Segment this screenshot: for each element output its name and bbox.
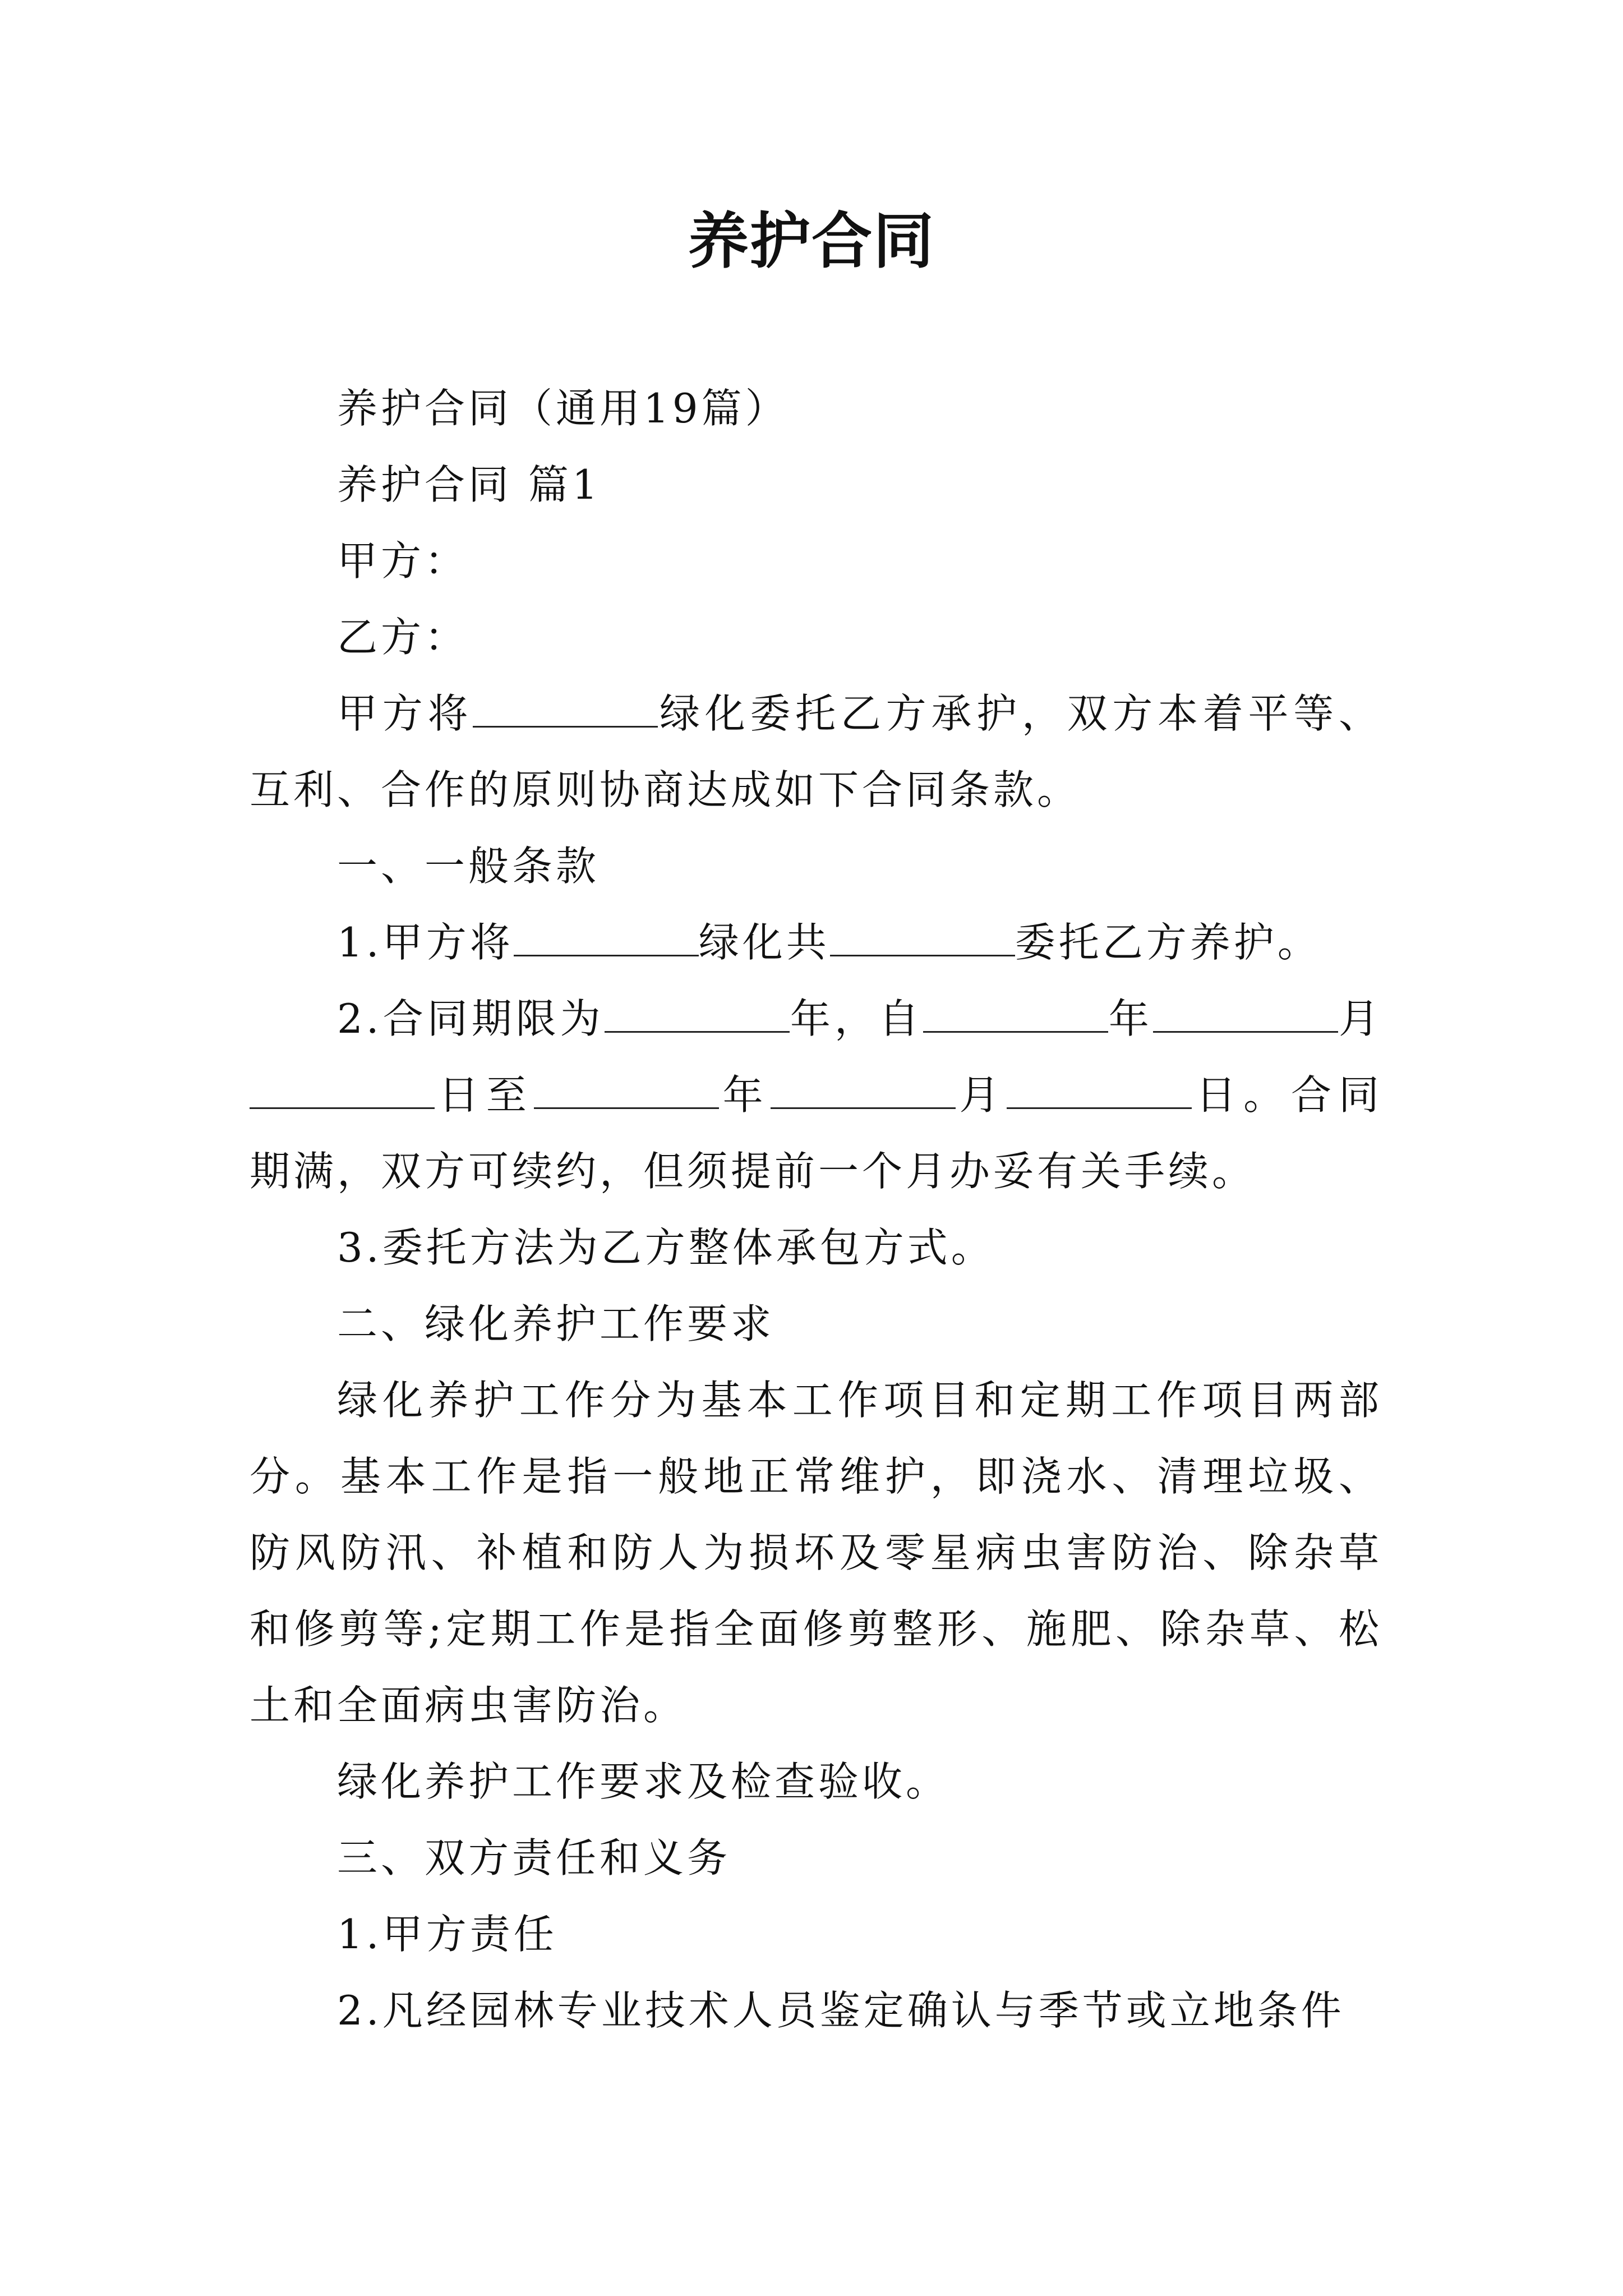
paragraph <box>250 1286 1382 1362</box>
document-title: 养护合同 <box>688 206 935 277</box>
fill-in-blank <box>923 997 1108 1033</box>
paragraph-text: 2.凡经园林专业技术人员鉴定确认与季节或立地条件 <box>337 1987 1345 2034</box>
paragraph <box>250 981 1382 1209</box>
paragraph-text: 二、绿化养护工作要求 <box>337 1300 775 1347</box>
paragraph <box>250 1820 1382 1896</box>
paragraph <box>250 523 1382 599</box>
paragraph-text: 年 <box>718 1071 771 1119</box>
paragraph-text: 甲方： <box>337 537 469 585</box>
paragraph <box>250 599 1382 675</box>
paragraph-text: 乙方： <box>337 614 469 661</box>
fill-in-blank <box>514 921 699 956</box>
fill-in-blank <box>534 1074 719 1109</box>
paragraph <box>250 447 1382 523</box>
paragraph-text: 甲方将 <box>337 690 473 737</box>
document-body <box>250 370 1382 2049</box>
paragraph-text: 2.合同期限为 <box>337 995 605 1042</box>
fill-in-blank <box>473 692 658 728</box>
fill-in-blank <box>1007 1074 1192 1109</box>
paragraph-text: 3.委托方法为乙方整体承包方式。 <box>337 1224 995 1271</box>
paragraph <box>250 828 1382 904</box>
fill-in-blank <box>771 1074 956 1109</box>
paragraph-text: 月 <box>1338 995 1382 1042</box>
paragraph-text: 委托乙方养护。 <box>1015 919 1321 966</box>
paragraph <box>250 904 1382 981</box>
paragraph-text: 养护合同 篇1 <box>337 461 601 508</box>
paragraph-text: 1.甲方责任 <box>337 1911 557 1958</box>
paragraph-text: 养护合同（通用19篇） <box>337 385 789 432</box>
paragraph-text: 三、双方责任和义务 <box>337 1834 731 1881</box>
paragraph <box>250 675 1382 828</box>
paragraph-text: 一、一般条款 <box>337 843 600 890</box>
paragraph-text: 日。合同期满，双方可续约，但须提前一个月办妥有关手续。 <box>250 1071 1382 1195</box>
paragraph-text: 绿化委托乙方承护，双方本着平等、互利、合作的原则协商达成如下合同条款。 <box>250 690 1382 813</box>
fill-in-blank <box>250 1074 435 1109</box>
paragraph-text: 绿化养护工作要求及检查验收。 <box>337 1758 950 1805</box>
paragraph-text: 绿化共 <box>698 919 830 966</box>
fill-in-blank <box>605 997 790 1033</box>
paragraph <box>250 1972 1382 2049</box>
paragraph-text: 年 <box>1108 995 1153 1042</box>
paragraph-text: 1.甲方将 <box>337 919 514 966</box>
paragraph <box>250 1896 1382 1972</box>
paragraph-text: 日至 <box>435 1071 534 1119</box>
fill-in-blank <box>1153 997 1338 1033</box>
paragraph <box>250 1362 1382 1743</box>
paragraph <box>250 1743 1382 1820</box>
paragraph <box>250 370 1382 447</box>
paragraph-text: 月 <box>955 1071 1007 1119</box>
paragraph-text: 绿化养护工作分为基本工作项目和定期工作项目两部分。基本工作是指一般地正常维护，即浇水、清理垃圾、防风防汛、补植和防人为损坏及零星病虫害防治、除杂草和修剪等;定期工作是指全面修剪整形、施肥、除杂草、松土和全面病虫害防治。 <box>250 1377 1382 1729</box>
paragraph <box>250 1209 1382 1286</box>
fill-in-blank <box>830 921 1015 956</box>
paragraph-text: 年，自 <box>789 995 923 1042</box>
